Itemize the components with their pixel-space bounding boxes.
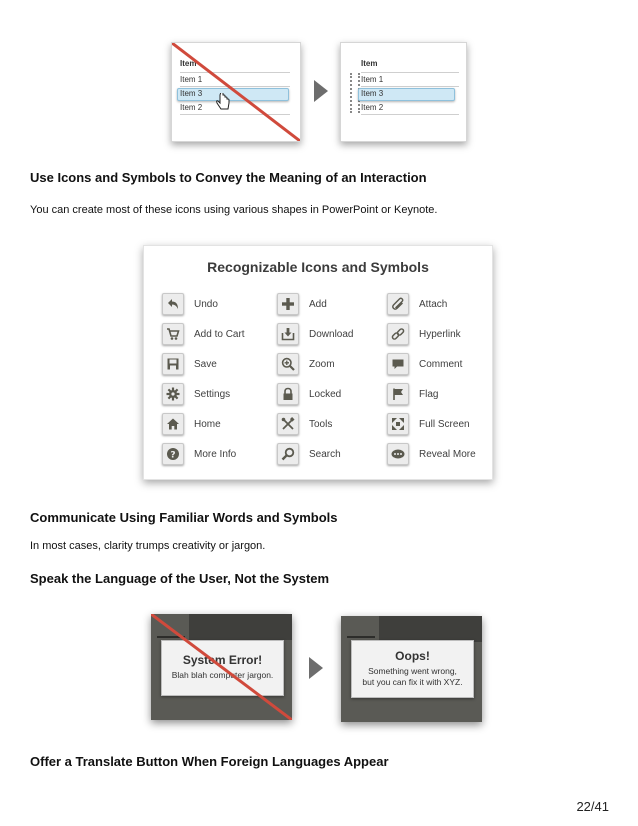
icon-item[interactable]	[387, 293, 447, 315]
icon-label: Attach	[419, 298, 448, 310]
error-before-panel	[151, 614, 292, 720]
list-before-panel	[171, 42, 301, 142]
strike-through-line	[172, 43, 300, 141]
page-number: 22/41	[576, 799, 609, 814]
tools-icon	[277, 413, 299, 435]
lock-icon	[277, 383, 299, 405]
list-item-label: Item 3	[180, 89, 203, 98]
icon-label: Reveal More	[419, 448, 476, 460]
dialog-title: Oops!	[395, 649, 430, 663]
dialog-message-line1: Something went wrong,	[368, 666, 457, 676]
icon-label: Undo	[194, 298, 218, 310]
icon-label: Download	[309, 328, 354, 340]
divider	[361, 72, 459, 73]
icon-item[interactable]	[387, 383, 438, 405]
icon-label: Home	[194, 418, 221, 430]
zoom-icon	[277, 353, 299, 375]
icon-label: Add	[309, 298, 327, 310]
icon-item[interactable]	[277, 443, 341, 465]
icon-label: Save	[194, 358, 217, 370]
icon-item[interactable]	[277, 353, 335, 375]
divider	[347, 636, 375, 638]
save-icon	[162, 353, 184, 375]
error-dialog	[351, 640, 474, 698]
list-item-selected[interactable]	[358, 88, 455, 101]
icon-label: Zoom	[309, 358, 335, 370]
comment-icon	[387, 353, 409, 375]
icons-figure	[143, 245, 493, 480]
icon-item[interactable]	[387, 353, 462, 375]
list-item[interactable]: Item 2	[180, 103, 203, 112]
list-item[interactable]: Item 1	[361, 75, 384, 84]
icon-item[interactable]	[277, 413, 332, 435]
ellipsis-icon	[387, 443, 409, 465]
svg-text:?: ?	[170, 450, 176, 461]
search-icon	[277, 443, 299, 465]
icon-label: Settings	[194, 388, 231, 400]
gear-icon	[162, 383, 184, 405]
icon-item[interactable]	[387, 443, 476, 465]
icon-label: Full Screen	[419, 418, 470, 430]
section-heading-words: Communicate Using Familiar Words and Symbols	[30, 510, 338, 525]
list-after-panel	[340, 42, 467, 142]
icon-label: Locked	[309, 388, 342, 400]
dialog-message-line2: but you can fix it with XYZ.	[362, 677, 463, 687]
icon-label: Flag	[419, 388, 439, 400]
icon-label: Tools	[309, 418, 333, 430]
info-icon	[162, 443, 184, 465]
download-icon	[277, 323, 299, 345]
divider	[361, 86, 459, 87]
home-icon	[162, 413, 184, 435]
list-header: Item	[361, 59, 378, 68]
icon-label: Hyperlink	[419, 328, 461, 340]
icon-item[interactable]	[162, 443, 236, 465]
icon-item[interactable]	[277, 323, 353, 345]
list-header: Item	[180, 59, 197, 68]
section-heading-icons: Use Icons and Symbols to Convey the Meaning of an Interaction	[30, 170, 427, 185]
flag-icon	[387, 383, 409, 405]
undo-icon	[162, 293, 184, 315]
paperclip-icon	[387, 293, 409, 315]
section-heading-language: Speak the Language of the User, Not the System	[30, 571, 330, 586]
icon-item[interactable]	[387, 413, 470, 435]
icon-label: Search	[309, 448, 341, 460]
app-topbar-left	[341, 616, 379, 642]
plus-icon	[277, 293, 299, 315]
icon-label: Comment	[419, 358, 463, 370]
arrow-right-icon	[314, 80, 328, 102]
icon-item[interactable]	[162, 353, 217, 375]
icon-item[interactable]	[277, 293, 327, 315]
cart-icon	[162, 323, 184, 345]
list-item-label: Item 3	[361, 89, 384, 98]
divider	[361, 114, 459, 115]
icon-item[interactable]	[162, 293, 218, 315]
link-icon	[387, 323, 409, 345]
list-item[interactable]: Item 1	[180, 75, 203, 84]
icon-item[interactable]	[162, 383, 230, 405]
section-heading-translate: Offer a Translate Button When Foreign Languages Appear	[30, 754, 389, 769]
error-after-panel	[341, 616, 482, 722]
fullscreen-icon	[387, 413, 409, 435]
dialog-title: System Error!	[182, 653, 263, 667]
icon-item[interactable]	[162, 323, 245, 345]
strike-through-line	[151, 614, 292, 720]
icon-item[interactable]	[277, 383, 341, 405]
arrow-right-icon	[309, 657, 323, 679]
dialog-message: Blah blah computer jargon.	[171, 670, 274, 680]
icons-figure-title: Recognizable Icons and Symbols	[207, 259, 429, 275]
section-text-words: In most cases, clarity trumps creativity or jargon.	[30, 540, 266, 552]
icon-label: Add to Cart	[194, 328, 245, 340]
list-item[interactable]: Item 2	[361, 103, 384, 112]
icon-item[interactable]	[387, 323, 461, 345]
section-text-icons: You can create most of these icons using various shapes in PowerPoint or Keynote.	[30, 204, 438, 216]
icon-label: More Info	[194, 448, 237, 460]
icon-item[interactable]	[162, 413, 221, 435]
